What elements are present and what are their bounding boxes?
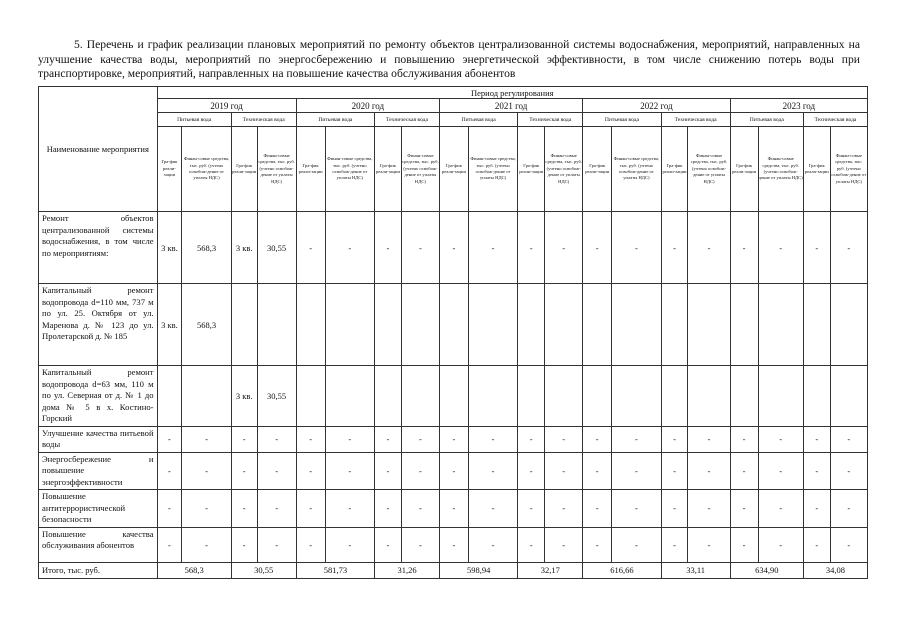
year-header: 2020 год bbox=[296, 99, 439, 113]
table-cell bbox=[439, 366, 468, 427]
table-cell: - bbox=[583, 426, 612, 452]
table-cell: - bbox=[583, 527, 612, 562]
table-cell bbox=[375, 366, 402, 427]
table-cell: - bbox=[182, 426, 231, 452]
table-cell: - bbox=[375, 527, 402, 562]
table-cell: - bbox=[468, 527, 517, 562]
table-cell: - bbox=[257, 490, 296, 528]
schedule-column-header: Гра-фик реали-зации bbox=[583, 127, 612, 212]
table-cell bbox=[612, 284, 661, 366]
table-cell: - bbox=[730, 452, 758, 490]
activity-name: Улучшение качества питьевой воды bbox=[39, 426, 158, 452]
table-cell: - bbox=[439, 212, 468, 284]
funds-column-header: Финан-совые средства, тыс. руб. (учтено освобож-дение от уплаты НДС) bbox=[468, 127, 517, 212]
table-cell: - bbox=[545, 452, 583, 490]
funds-column-header: Финан-совые средства, тыс. руб. (учтено освобож-дение от уплаты НДС) bbox=[612, 127, 661, 212]
table-cell: 30,55 bbox=[257, 212, 296, 284]
table-cell: - bbox=[375, 426, 402, 452]
table-cell: - bbox=[803, 527, 830, 562]
activity-name: Энергосбережение и повышение энергоэффективности bbox=[39, 452, 158, 490]
table-cell: - bbox=[830, 452, 867, 490]
table-cell: - bbox=[518, 426, 545, 452]
technical-water-header: Техническая вода bbox=[803, 113, 867, 127]
table-row bbox=[39, 426, 868, 452]
table-cell: - bbox=[296, 527, 325, 562]
table-cell: - bbox=[758, 426, 803, 452]
table-cell bbox=[257, 284, 296, 366]
table-cell: - bbox=[257, 452, 296, 490]
table-cell: - bbox=[688, 426, 730, 452]
table-cell: - bbox=[612, 212, 661, 284]
table-cell: - bbox=[688, 490, 730, 528]
schedule-column-header: Гра-фик реали-зации bbox=[231, 127, 257, 212]
table-cell bbox=[468, 366, 517, 427]
table-cell bbox=[401, 366, 439, 427]
funds-column-header: Финан-совые средства, тыс. руб. (учтено освобож-дение от уплаты НДС) bbox=[758, 127, 803, 212]
section-heading: 5. Перечень и график реализации плановых мероприятий по ремонту объектов централизованной системы водоснабжения, мероприятий, направленных на улучшение качества воды, мероприятий по энергосбережению и повышению энергетической эффективности, в том числе снижению потерь воды при транспортировке, мероприятий, направленных на повышение качества обслуживания абонентов bbox=[38, 38, 860, 80]
table-cell: - bbox=[231, 426, 257, 452]
table-cell: 3 кв. bbox=[157, 212, 182, 284]
table-cell: - bbox=[296, 452, 325, 490]
technical-water-header: Техническая вода bbox=[375, 113, 440, 127]
table-cell: - bbox=[612, 490, 661, 528]
table-cell: - bbox=[730, 426, 758, 452]
technical-water-header: Техническая вода bbox=[661, 113, 730, 127]
table-cell: - bbox=[830, 527, 867, 562]
table-cell: 3 кв. bbox=[231, 212, 257, 284]
table-cell: - bbox=[612, 452, 661, 490]
table-cell: - bbox=[661, 212, 688, 284]
drinking-water-header: Питьевая вода bbox=[583, 113, 661, 127]
table-cell: - bbox=[730, 212, 758, 284]
table-cell bbox=[758, 366, 803, 427]
table-cell bbox=[688, 366, 730, 427]
table-cell: - bbox=[231, 452, 257, 490]
table-cell: - bbox=[518, 490, 545, 528]
table-cell: - bbox=[545, 527, 583, 562]
table-cell bbox=[545, 366, 583, 427]
table-cell: - bbox=[583, 490, 612, 528]
table-cell bbox=[296, 366, 325, 427]
total-value: 34,08 bbox=[803, 562, 867, 578]
table-cell: - bbox=[830, 490, 867, 528]
table-cell: - bbox=[803, 426, 830, 452]
table-cell: - bbox=[439, 426, 468, 452]
table-row bbox=[39, 366, 868, 427]
table-cell: - bbox=[758, 452, 803, 490]
name-column-header: Наименование мероприятия bbox=[39, 87, 158, 212]
table-cell bbox=[583, 366, 612, 427]
table-cell: 568,3 bbox=[182, 284, 231, 366]
schedule-column-header: Гра-фик реали-зации bbox=[157, 127, 182, 212]
table-cell bbox=[545, 284, 583, 366]
total-value: 33,11 bbox=[661, 562, 730, 578]
table-cell: - bbox=[401, 212, 439, 284]
schedule-column-header: Гра-фик реали-зации bbox=[730, 127, 758, 212]
year-header: 2022 год bbox=[583, 99, 730, 113]
schedule-column-header: Гра-фик реали-зации bbox=[661, 127, 688, 212]
table-cell: - bbox=[468, 426, 517, 452]
total-value: 598,94 bbox=[439, 562, 517, 578]
table-cell: - bbox=[325, 490, 374, 528]
table-row bbox=[39, 527, 868, 562]
table-cell bbox=[730, 284, 758, 366]
table-cell: - bbox=[803, 452, 830, 490]
table-cell: - bbox=[518, 212, 545, 284]
schedule-table bbox=[38, 86, 868, 579]
table-cell: - bbox=[157, 527, 182, 562]
table-cell bbox=[325, 284, 374, 366]
table-header bbox=[39, 87, 868, 212]
table-cell bbox=[325, 366, 374, 427]
schedule-column-header: Гра-фик реали-зации bbox=[803, 127, 830, 212]
table-cell: - bbox=[401, 452, 439, 490]
year-header: 2019 год bbox=[157, 99, 296, 113]
table-cell: - bbox=[257, 426, 296, 452]
table-cell bbox=[803, 284, 830, 366]
table-cell: - bbox=[468, 490, 517, 528]
table-row bbox=[39, 452, 868, 490]
table-cell: - bbox=[182, 527, 231, 562]
table-cell: - bbox=[803, 212, 830, 284]
table-cell: - bbox=[583, 452, 612, 490]
total-value: 30,55 bbox=[231, 562, 296, 578]
total-value: 581,73 bbox=[296, 562, 374, 578]
table-cell: - bbox=[401, 426, 439, 452]
table-cell bbox=[688, 284, 730, 366]
table-cell: - bbox=[375, 490, 402, 528]
table-cell: 568,3 bbox=[182, 212, 231, 284]
year-header: 2021 год bbox=[439, 99, 582, 113]
table-cell: - bbox=[231, 527, 257, 562]
schedule-column-header: Гра-фик реали-зации bbox=[296, 127, 325, 212]
total-value: 634,90 bbox=[730, 562, 803, 578]
table-cell: - bbox=[257, 527, 296, 562]
total-value: 32,17 bbox=[518, 562, 583, 578]
table-cell bbox=[758, 284, 803, 366]
technical-water-header: Техническая вода bbox=[231, 113, 296, 127]
activity-name: Ремонт объектов централизованной системы водоснабжения, в том числе по мероприятиям: bbox=[39, 212, 158, 284]
drinking-water-header: Питьевая вода bbox=[439, 113, 517, 127]
table-cell bbox=[583, 284, 612, 366]
table-cell: 3 кв. bbox=[231, 366, 257, 427]
table-cell: - bbox=[296, 426, 325, 452]
funds-column-header: Финан-совые средства, тыс. руб. (учтено освобож-дение от уплаты НДС) bbox=[545, 127, 583, 212]
table-cell bbox=[518, 284, 545, 366]
table-cell: - bbox=[439, 527, 468, 562]
table-cell bbox=[518, 366, 545, 427]
table-cell bbox=[375, 284, 402, 366]
total-row bbox=[39, 562, 868, 578]
table-cell: - bbox=[545, 212, 583, 284]
drinking-water-header: Питьевая вода bbox=[296, 113, 374, 127]
period-header: Период регулирования bbox=[157, 87, 867, 99]
table-cell: - bbox=[468, 212, 517, 284]
technical-water-header: Техническая вода bbox=[518, 113, 583, 127]
table-cell: - bbox=[401, 490, 439, 528]
funds-column-header: Финан-совые средства, тыс. руб. (учтено освобож-дение от уплаты НДС) bbox=[182, 127, 231, 212]
total-value: 568,3 bbox=[157, 562, 231, 578]
table-cell: - bbox=[730, 527, 758, 562]
total-value: 616,66 bbox=[583, 562, 661, 578]
table-cell: - bbox=[401, 527, 439, 562]
table-cell: - bbox=[830, 426, 867, 452]
table-cell: - bbox=[758, 212, 803, 284]
table-cell: - bbox=[157, 490, 182, 528]
table-row bbox=[39, 490, 868, 528]
table-cell: - bbox=[758, 490, 803, 528]
table-cell: - bbox=[758, 527, 803, 562]
table-cell bbox=[182, 366, 231, 427]
table-cell: - bbox=[157, 426, 182, 452]
table-cell bbox=[730, 366, 758, 427]
activity-name: Капитальный ремонт водопровода d=110 мм, 737 м по ул. 25. Октября от ул. Маренова д. № 123 до ул. Пролетарской д. № 185 bbox=[39, 284, 158, 366]
table-cell: - bbox=[661, 527, 688, 562]
table-cell: - bbox=[830, 212, 867, 284]
table-cell: - bbox=[439, 452, 468, 490]
total-label: Итого, тыс. руб. bbox=[39, 562, 158, 578]
table-cell bbox=[468, 284, 517, 366]
table-cell: 30,55 bbox=[257, 366, 296, 427]
funds-column-header: Финан-совые средства, тыс. руб. (учтено освобож-дение от уплаты НДС) bbox=[401, 127, 439, 212]
table-cell: - bbox=[182, 452, 231, 490]
table-cell: - bbox=[518, 527, 545, 562]
funds-column-header: Финан-совые средства, тыс. руб. (учтено освобож-дение от уплаты НДС) bbox=[688, 127, 730, 212]
activity-name: Повышение качества обслуживания абонентов bbox=[39, 527, 158, 562]
table-cell: - bbox=[688, 212, 730, 284]
year-header: 2023 год bbox=[730, 99, 867, 113]
table-cell: - bbox=[612, 527, 661, 562]
table-cell bbox=[231, 284, 257, 366]
table-cell: - bbox=[439, 490, 468, 528]
table-cell bbox=[830, 284, 867, 366]
table-cell: - bbox=[688, 527, 730, 562]
funds-column-header: Финан-совые средства, тыс. руб. (учтено освобож-дение от уплаты НДС) bbox=[257, 127, 296, 212]
table-cell: - bbox=[661, 426, 688, 452]
table-cell: - bbox=[545, 490, 583, 528]
table-body bbox=[39, 212, 868, 579]
schedule-column-header: Гра-фик реали-зации bbox=[439, 127, 468, 212]
table-cell bbox=[830, 366, 867, 427]
activity-name: Повышение антитеррористической безопасности bbox=[39, 490, 158, 528]
table-cell: - bbox=[545, 426, 583, 452]
table-cell bbox=[803, 366, 830, 427]
table-cell: - bbox=[583, 212, 612, 284]
table-cell: - bbox=[468, 452, 517, 490]
activity-name: Капитальный ремонт водопровода d=63 мм, 110 м по ул. Северная от д. № 1 до дома № 5 в х. Костино-Горский bbox=[39, 366, 158, 427]
table-cell: - bbox=[688, 452, 730, 490]
total-value: 31,26 bbox=[375, 562, 440, 578]
table-cell bbox=[157, 366, 182, 427]
table-cell: 3 кв. bbox=[157, 284, 182, 366]
table-cell: - bbox=[661, 490, 688, 528]
table-cell bbox=[401, 284, 439, 366]
table-cell: - bbox=[375, 452, 402, 490]
drinking-water-header: Питьевая вода bbox=[730, 113, 803, 127]
table-cell: - bbox=[325, 452, 374, 490]
table-cell: - bbox=[518, 452, 545, 490]
schedule-column-header: Гра-фик реали-зации bbox=[518, 127, 545, 212]
table-cell bbox=[612, 366, 661, 427]
funds-column-header: Финан-совые средства, тыс. руб. (учтено освобож-дение от уплаты НДС) bbox=[325, 127, 374, 212]
table-cell: - bbox=[157, 452, 182, 490]
table-cell: - bbox=[325, 527, 374, 562]
table-cell: - bbox=[296, 490, 325, 528]
table-cell: - bbox=[661, 452, 688, 490]
table-row bbox=[39, 284, 868, 366]
table-cell: - bbox=[325, 426, 374, 452]
table-cell: - bbox=[325, 212, 374, 284]
table-cell: - bbox=[612, 426, 661, 452]
table-cell: - bbox=[182, 490, 231, 528]
schedule-column-header: Гра-фик реали-зации bbox=[375, 127, 402, 212]
table-cell: - bbox=[730, 490, 758, 528]
table-cell: - bbox=[375, 212, 402, 284]
table-cell: - bbox=[296, 212, 325, 284]
table-cell bbox=[439, 284, 468, 366]
table-cell bbox=[661, 366, 688, 427]
table-cell bbox=[296, 284, 325, 366]
drinking-water-header: Питьевая вода bbox=[157, 113, 231, 127]
table-cell: - bbox=[803, 490, 830, 528]
funds-column-header: Финан-совые средства, тыс. руб. (учтено освобож-дение от уплаты НДС) bbox=[830, 127, 867, 212]
table-cell bbox=[661, 284, 688, 366]
table-row bbox=[39, 212, 868, 284]
table-cell: - bbox=[231, 490, 257, 528]
